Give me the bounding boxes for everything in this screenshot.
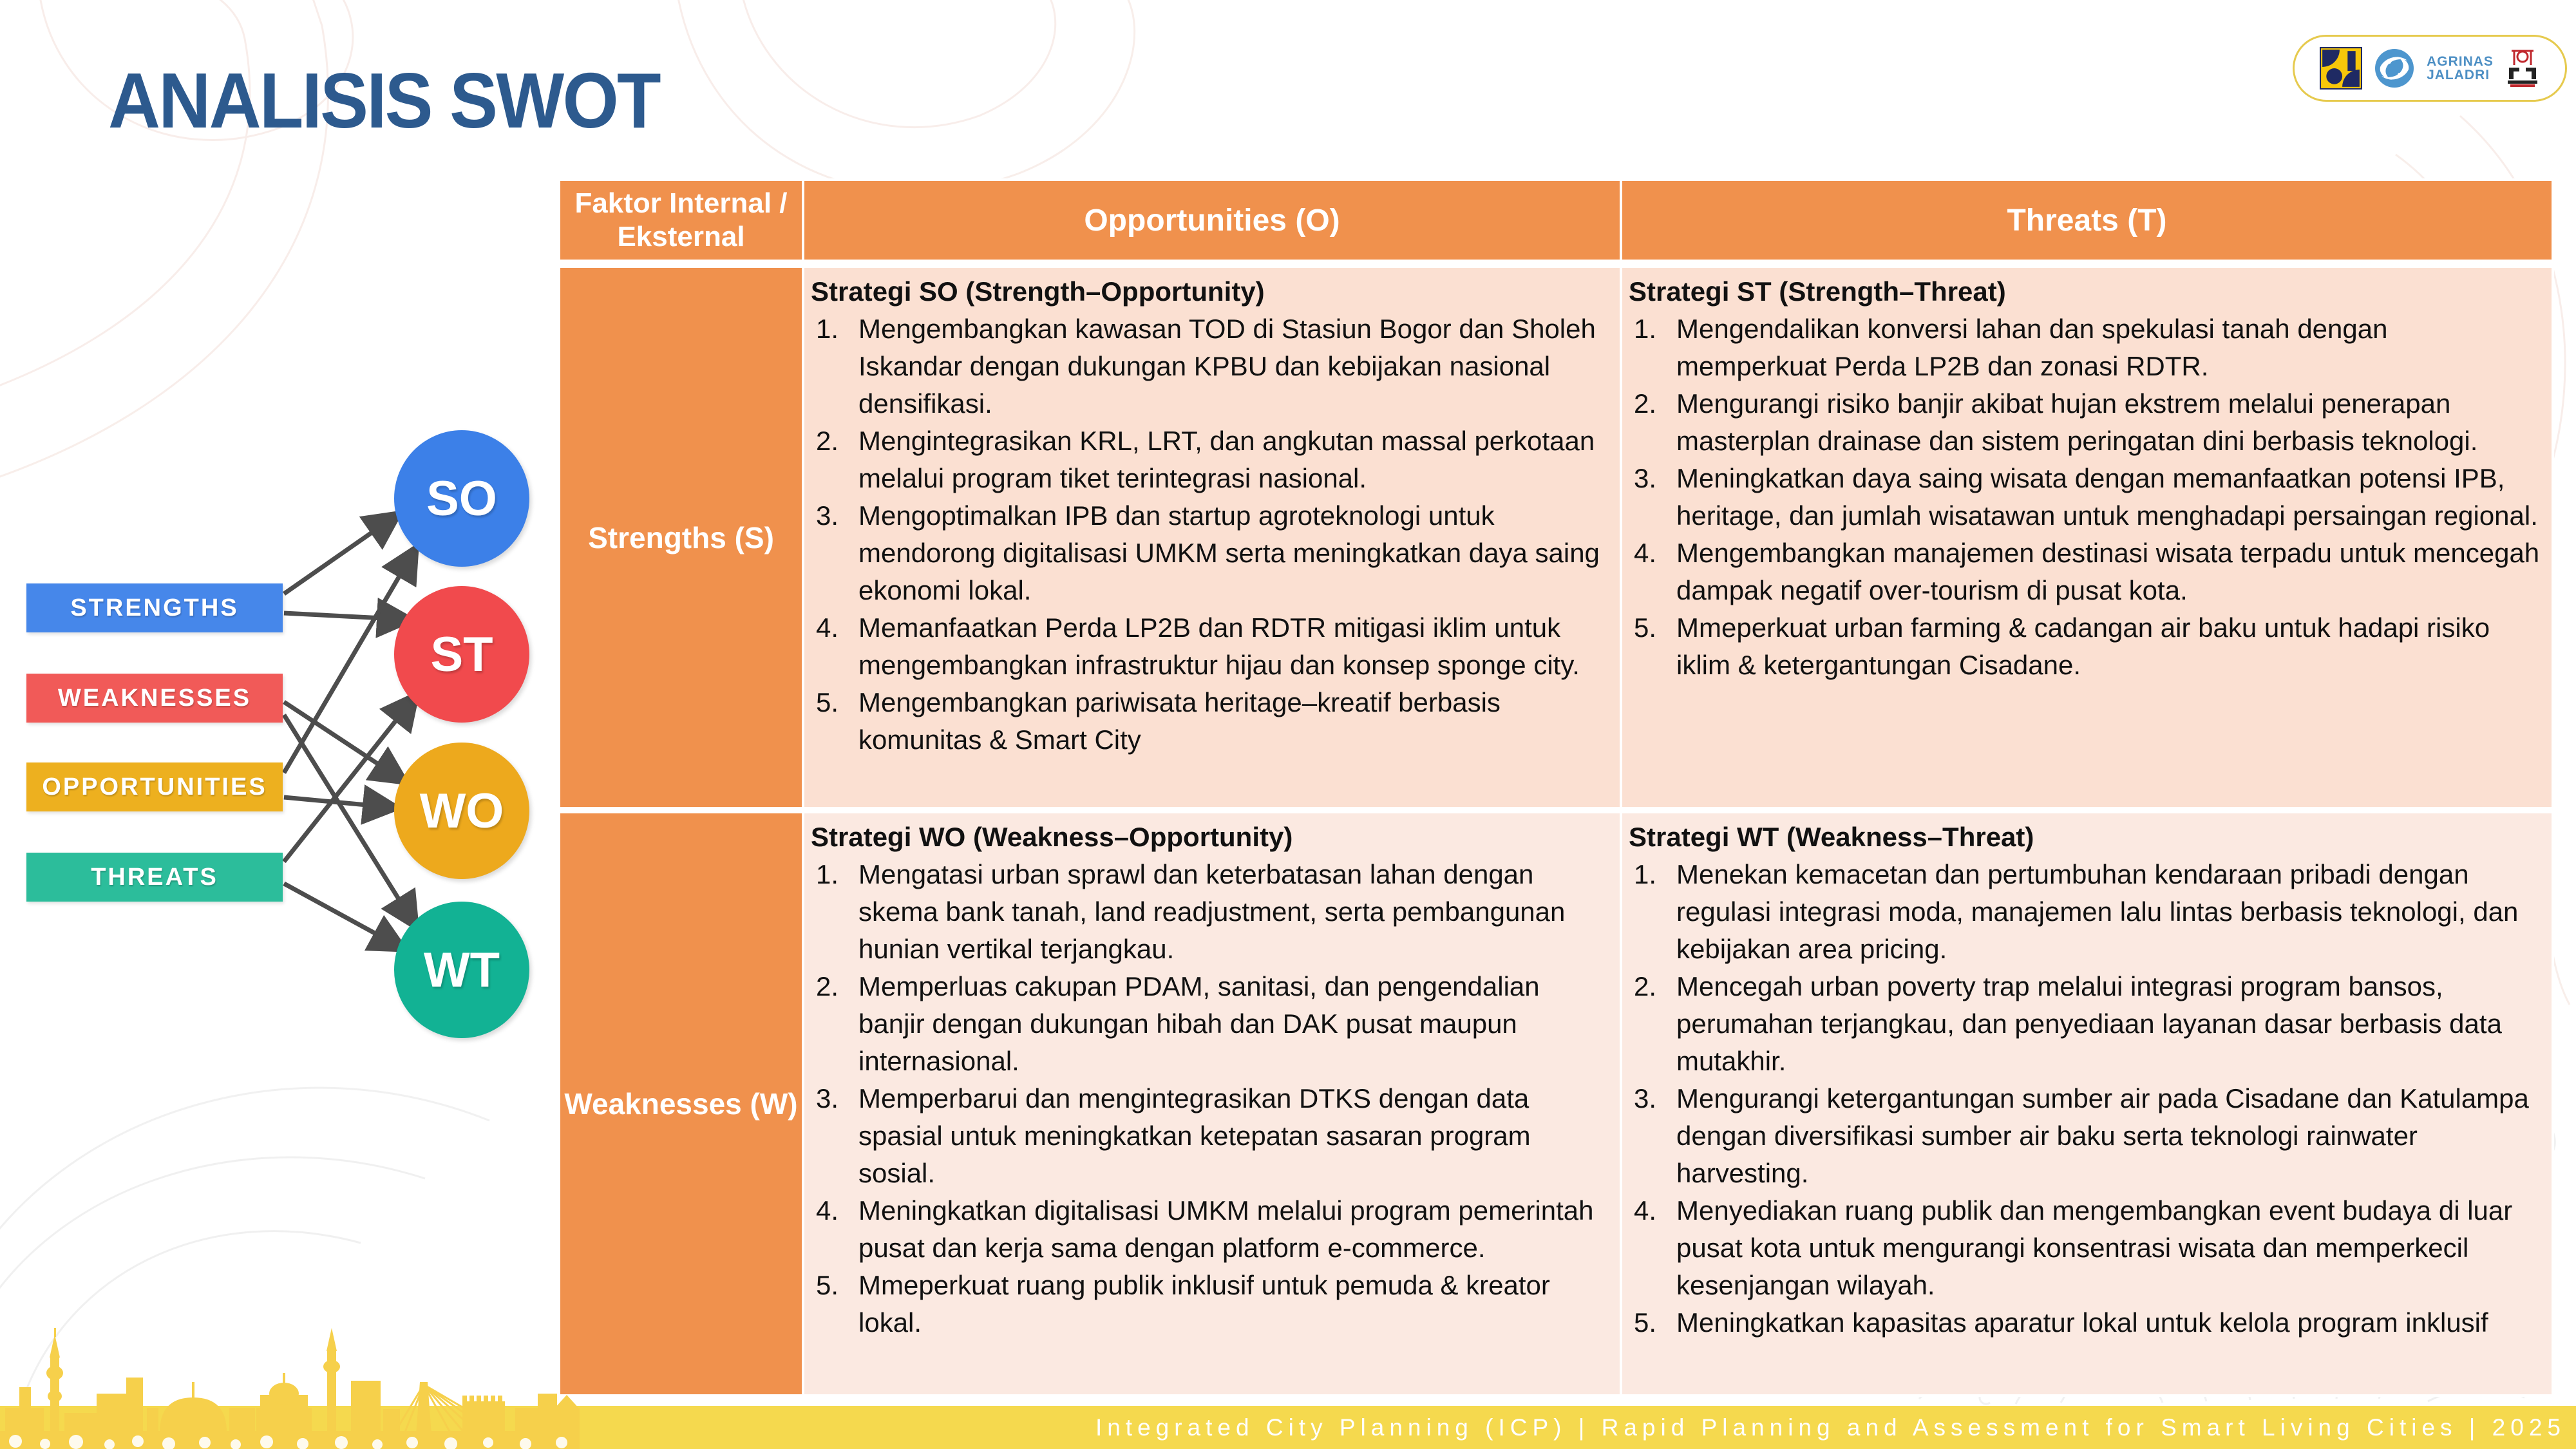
strategy-so-title: Strategi SO (Strength–Opportunity) — [811, 276, 1265, 307]
opportunities-box — [26, 762, 283, 811]
wo-node — [394, 743, 529, 879]
st-node-label: ST — [430, 627, 493, 682]
opportunities-box-label: OPPORTUNITIES — [42, 773, 267, 800]
row-label-weaknesses — [560, 813, 802, 1394]
agrinas-jaladri-logo-icon — [2374, 48, 2415, 89]
threats-header-label: Threats (T) — [2007, 203, 2167, 238]
table-header-corner — [560, 181, 802, 260]
st-node — [394, 586, 529, 723]
strategy-wt-cell — [1622, 813, 2552, 1394]
strengths-row-label: Strengths (S) — [588, 520, 774, 554]
strategy-wo-cell — [804, 813, 1620, 1394]
opportunities-header-label: Opportunities (O) — [1084, 203, 1340, 238]
strategy-item: Mengoptimalkan IPB dan startup agroteknologi untuk mendorong digitalisasi UMKM serta meningkatkan daya saing ekonomi lokal. — [858, 500, 1600, 605]
city-skyline-illustration — [0, 1311, 580, 1449]
strategy-st-list — [1629, 310, 2545, 684]
threats-box-label: THREATS — [91, 863, 218, 891]
strategy-item: Mmeperkuat ruang publik inklusif untuk pemuda & kreator lokal. — [858, 1270, 1550, 1338]
row-label-strengths — [560, 268, 802, 807]
corner-header-line1: Faktor Internal / — [574, 187, 788, 219]
strategy-item: Memperbarui dan mengintegrasikan DTKS dengan data spasial untuk meningkatkan ketepatan sasaran program sosial. — [858, 1083, 1531, 1188]
strategy-so-list — [811, 310, 1613, 759]
strategy-item: Menyediakan ruang publik dan mengembangkan event budaya di luar pusat kota untuk mengurangi konsentrasi wisata dan memperkecil kesenjangan wilayah. — [1676, 1195, 2513, 1300]
strengths-box-label: STRENGTHS — [70, 594, 239, 621]
strategy-item: Menekan kemacetan dan pertumbuhan kendaraan pribadi dengan regulasi integrasi moda, manajemen lalu lintas berbasis teknologi, dan kebijakan area pricing. — [1676, 859, 2519, 964]
strategy-st-title: Strategi ST (Strength–Threat) — [1629, 276, 2006, 307]
wt-node-label: WT — [423, 942, 500, 998]
table-header-threats — [1622, 181, 2552, 260]
strategy-item: Mengembangkan manajemen destinasi wisata terpadu untuk mencegah dampak negatif over-tourism di pusat kota. — [1676, 538, 2540, 605]
strategy-st-cell — [1622, 268, 2552, 807]
wt-node — [394, 902, 529, 1038]
strategy-wo-title: Strategi WO (Weakness–Opportunity) — [811, 822, 1293, 852]
strategy-item: Mengintegrasikan KRL, LRT, dan angkutan massal perkotaan melalui program tiket terintegrasi nasional. — [858, 426, 1595, 493]
strategy-item: Mengatasi urban sprawl dan keterbatasan lahan dengan skema bank tanah, land readjustment, serta pembangunan hunian vertikal terjangkau. — [858, 859, 1566, 964]
strategy-item: Mengurangi risiko banjir akibat hujan ekstrem melalui penerapan masterplan drainase dan sistem peringatan dini berbasis teknologi. — [1676, 388, 2478, 456]
strategy-item: Mencegah urban poverty trap melalui integrasi program bansos, perumahan terjangkau, dan penyediaan layanan dasar berbasis data mutakhir. — [1676, 971, 2502, 1076]
corner-header-line2: Eksternal — [617, 221, 745, 252]
strategy-wo-list — [811, 856, 1613, 1341]
strategy-item: Meningkatkan digitalisasi UMKM melalui program pemerintah pusat dan kerja sama dengan platform e-commerce. — [858, 1195, 1594, 1263]
strategy-so-cell — [804, 268, 1620, 807]
strategy-item: Mengembangkan pariwisata heritage–kreatif berbasis komunitas & Smart City — [858, 687, 1501, 755]
strategy-item: Mengendalikan konversi lahan dan spekulasi tanah dengan memperkuat Perda LP2B dan zonasi RDTR. — [1676, 314, 2388, 381]
strategy-item: Memanfaatkan Perda LP2B dan RDTR mitigasi iklim untuk mengembangkan infrastruktur hijau dan konsep sponge city. — [858, 612, 1580, 680]
footer-text: Integrated City Planning (ICP) | Rapid Planning and Assessment for Smart Living Cities | 2025 — [1095, 1414, 2566, 1441]
strategy-wt-title: Strategi WT (Weakness–Threat) — [1629, 822, 2034, 852]
strategy-item: Meningkatkan kapasitas aparatur lokal untuk kelola program inklusif — [1676, 1307, 2488, 1338]
weaknesses-box — [26, 674, 283, 723]
strategy-item: Meningkatkan daya saing wisata dengan memanfaatkan potensi IPB, heritage, dan jumlah wisatawan untuk menghadapi persaingan regional. — [1676, 463, 2538, 531]
weaknesses-box-label: WEAKNESSES — [57, 684, 252, 712]
wo-node-label: WO — [419, 783, 504, 838]
agrinas-jaladri-wordmark: AGRINAS JALADRI — [2427, 54, 2494, 82]
weaknesses-row-label: Weaknesses (W) — [564, 1087, 798, 1121]
so-node-label: SO — [426, 471, 497, 526]
bridge-gate-logo-icon — [2505, 48, 2540, 88]
strategy-wt-list — [1629, 856, 2545, 1341]
so-node — [394, 430, 529, 567]
pu-ministry-logo-icon — [2320, 47, 2362, 90]
strategy-item: Mengembangkan kawasan TOD di Stasiun Bogor dan Sholeh Iskandar dengan dukungan KPBU dan kebijakan nasional densifikasi. — [858, 314, 1596, 419]
table-header-opportunities — [804, 181, 1620, 260]
strategy-item: Mengurangi ketergantungan sumber air pada Cisadane dan Katulampa dengan diversifikasi sumber air baku serta teknologi rainwater harvesting. — [1676, 1083, 2529, 1188]
threats-box — [26, 853, 283, 902]
strengths-box — [26, 583, 283, 632]
strategy-item: Mmeperkuat urban farming & cadangan air baku untuk hadapi risiko iklim & ketergantungan Cisadane. — [1676, 612, 2490, 680]
strategy-item: Memperluas cakupan PDAM, sanitasi, dan pengendalian banjir dengan dukungan hibah dan DAK pusat maupun internasional. — [858, 971, 1540, 1076]
page-title: ANALISIS SWOT — [108, 57, 659, 144]
logo-strip — [2293, 35, 2567, 102]
